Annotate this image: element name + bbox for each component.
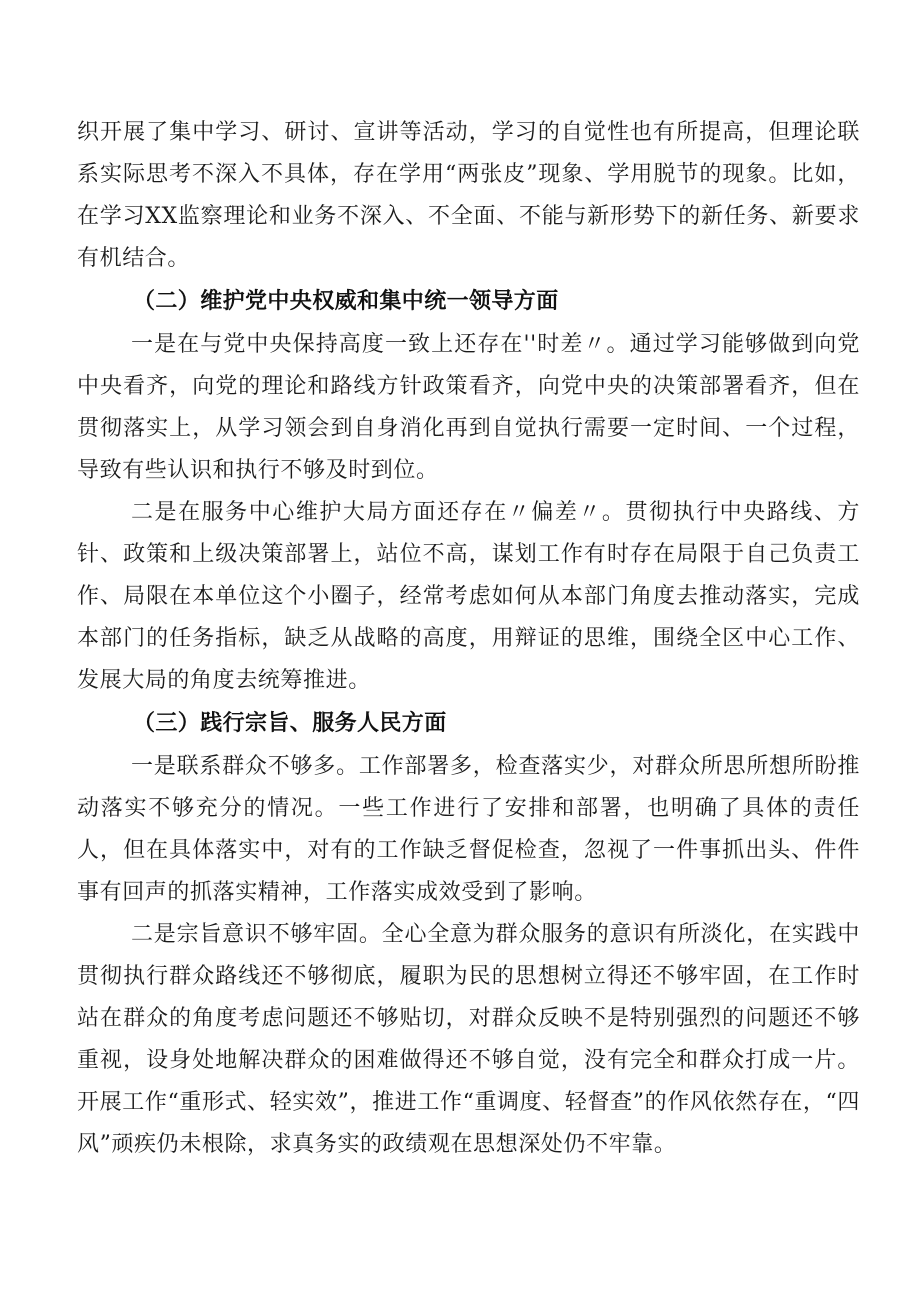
- paragraph-purpose-awareness: 二是宗旨意识不够牢固。全心全意为群众服务的意识有所淡化，在实践中贯彻执行群众路线还不够彻底，履职为民的思想树立得还不够牢固，在工作时站在群众的角度考虑问题还不够贴切，对群众反映不是特别强烈的问题还不够重视，设身处地解决群众的困难做得还不够自觉，没有完全和群众打成一片。开展工作“重形式、轻实效”，推进工作“重调度、轻督查”的作风依然存在，“四风”顽疾仍未根除，求真务实的政绩观在思想深处仍不牢靠。: [77, 922, 860, 1157]
- section-heading-2: （二）维护党中央权威和集中统一领导方面: [133, 289, 559, 314]
- paragraph-contact-masses: 一是联系群众不够多。工作部署多，检查落实少，对群众所思所想所盼推动落实不够充分的情况。一些工作进行了安排和部署，也明确了具体的责任人，但在具体落实中，对有的工作缺乏督促检查，忽视了一件事抓出头、件件事有回声的抓落实精神，工作落实成效受到了影响。: [77, 754, 860, 905]
- paragraph-deviation: 二是在服务中心维护大局方面还存在〃偏差〃。贯彻执行中央路线、方针、政策和上级决策部署上，站位不高，谋划工作有时存在局限于自己负责工作、局限在本单位这个小圈子，经常考虑如何从本部门角度去推动落实，完成本部门的任务指标，缺乏从战略的高度，用辩证的思维，围绕全区中心工作、发展大局的角度去统筹推进。: [77, 500, 860, 693]
- paragraph-continuation: 织开展了集中学习、研讨、宣讲等活动，学习的自觉性也有所提高，但理论联系实际思考不深入不具体，存在学用“两张皮”现象、学用脱节的现象。比如，在学习XX监察理论和业务不深入、不全面、不能与新形势下的新任务、新要求有机结合。: [77, 120, 860, 271]
- paragraph-time-lag: 一是在与党中央保持高度一致上还存在''时差〃。通过学习能够做到向党中央看齐，向党的理论和路线方针政策看齐，向党中央的决策部署看齐，但在贯彻落实上，从学习领会到自身消化再到自觉执行需要一定时间、一个过程，导致有些认识和执行不够及时到位。: [77, 332, 860, 483]
- section-heading-3: （三）践行宗旨、服务人民方面: [133, 711, 447, 736]
- document-body: [77, 112, 860, 1166]
